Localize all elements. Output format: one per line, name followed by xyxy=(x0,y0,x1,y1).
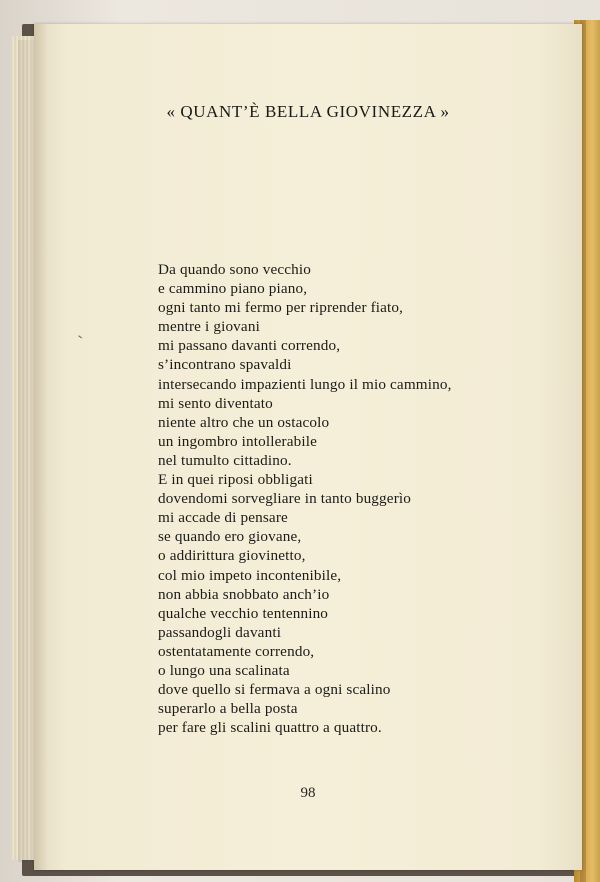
poem-line: intersecando impazienti lungo il mio cammino, xyxy=(158,375,452,393)
poem-title: « QUANT’È BELLA GIOVINEZZA » xyxy=(166,102,450,121)
page-number: 98 xyxy=(300,785,316,801)
poem-line: per fare gli scalini quattro a quattro. xyxy=(158,719,382,737)
poem-line: niente altro che un ostacolo xyxy=(158,413,330,431)
poem-line: dove quello si fermava a ogni scalino xyxy=(158,681,391,699)
poem-line: non abbia snobbato anch’io xyxy=(158,585,330,603)
poem-line: mi sento diventato xyxy=(158,394,273,412)
poem-line: e cammino piano piano, xyxy=(158,280,308,298)
poem-line: o lungo una scalinata xyxy=(158,661,290,679)
poem-line: E in quei riposi obbligati xyxy=(158,471,313,489)
poem-line: passandogli davanti xyxy=(158,623,282,641)
poem-line: s’incontrano spavaldi xyxy=(158,356,292,374)
poem-line: col mio impeto incontenibile, xyxy=(158,566,342,584)
poem-line: mi accade di pensare xyxy=(158,509,288,527)
poem-line: mi passano davanti correndo, xyxy=(158,337,341,355)
page-gutter xyxy=(34,24,48,870)
poem-line: ogni tanto mi fermo per riprender fiato, xyxy=(158,299,404,317)
poem-line: Da quando sono vecchio xyxy=(158,261,312,278)
poem-line: o addirittura giovinetto, xyxy=(158,547,306,565)
poem-line: se quando ero giovane, xyxy=(158,528,302,546)
poem-line: mentre i giovani xyxy=(158,318,260,336)
poem-line: qualche vecchio tentennino xyxy=(158,604,329,622)
poem-line: nel tumulto cittadino. xyxy=(158,451,292,469)
poem-line: ostentatamente correndo, xyxy=(158,642,315,660)
poem-line: superarlo a bella posta xyxy=(158,700,298,718)
poem-line: dovendomi sorvegliare in tanto buggerìo xyxy=(158,490,412,508)
poem-line: un ingombro intollerabile xyxy=(158,432,317,450)
poem-body xyxy=(158,260,558,737)
